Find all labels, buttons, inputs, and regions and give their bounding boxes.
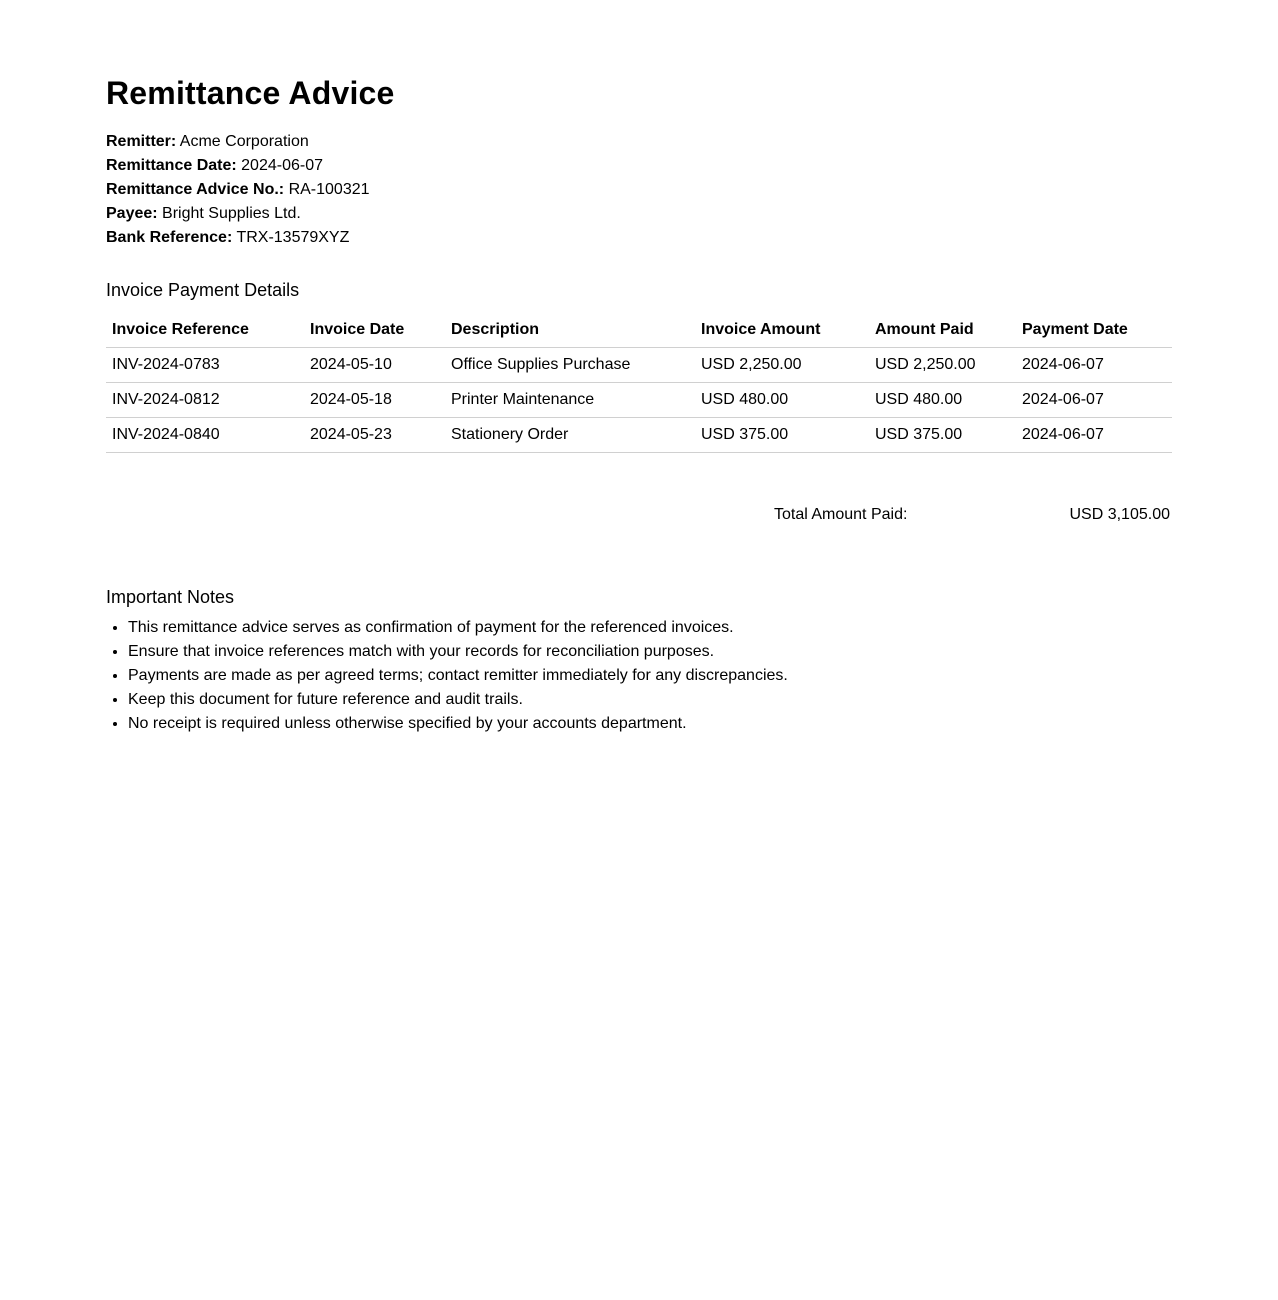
cell-invoice-date: 2024-05-23 (304, 418, 445, 453)
list-item: • No receipt is required unless otherwise specified by your accounts department. (128, 712, 788, 736)
meta-value: 2024-06-07 (241, 157, 323, 174)
cell-invoice-amount: USD 480.00 (695, 383, 869, 418)
cell-invoice-reference: INV-2024-0840 (106, 418, 304, 453)
column-header-invoice-reference: Invoice Reference (106, 312, 304, 348)
important-notes-heading: Important Notes (106, 587, 235, 607)
list-item: • Payments are made as per agreed terms; contact remitter immediately for any discrepancies. (128, 664, 788, 688)
table-row (106, 418, 1172, 453)
cell-invoice-date: 2024-05-10 (304, 348, 445, 383)
column-header-payment-date: Payment Date (1016, 312, 1172, 348)
total-label: Total Amount Paid: (774, 506, 908, 523)
cell-description: Stationery Order (445, 418, 695, 453)
cell-payment-date: 2024-06-07 (1016, 383, 1172, 418)
cell-invoice-reference: INV-2024-0812 (106, 383, 304, 418)
important-notes-list (106, 616, 788, 736)
meta-payee (106, 202, 370, 226)
meta-label: Remittance Date: (106, 157, 237, 174)
cell-description: Office Supplies Purchase (445, 348, 695, 383)
cell-description: Printer Maintenance (445, 383, 695, 418)
table-header-row (106, 312, 1172, 348)
cell-payment-date: 2024-06-07 (1016, 418, 1172, 453)
invoice-details-heading: Invoice Payment Details (106, 280, 300, 300)
meta-value: Acme Corporation (179, 133, 309, 150)
list-item: • This remittance advice serves as confirmation of payment for the referenced invoices. (128, 616, 788, 640)
cell-invoice-amount: USD 375.00 (695, 418, 869, 453)
meta-value: RA-100321 (288, 181, 370, 198)
meta-value: TRX-13579XYZ (236, 229, 350, 246)
cell-amount-paid: USD 375.00 (869, 418, 1016, 453)
cell-amount-paid: USD 2,250.00 (869, 348, 1016, 383)
cell-invoice-reference: INV-2024-0783 (106, 348, 304, 383)
column-header-amount-paid: Amount Paid (869, 312, 1016, 348)
page-title: Remittance Advice (106, 75, 395, 111)
total-value: USD 3,105.00 (1069, 506, 1170, 523)
cell-invoice-amount: USD 2,250.00 (695, 348, 869, 383)
cell-amount-paid: USD 480.00 (869, 383, 1016, 418)
meta-remittance-date (106, 154, 370, 178)
column-header-invoice-amount: Invoice Amount (695, 312, 869, 348)
remittance-meta (106, 130, 370, 250)
column-header-description: Description (445, 312, 695, 348)
invoice-payment-table (106, 312, 1172, 453)
list-item: • Keep this document for future reference and audit trails. (128, 688, 788, 712)
meta-value: Bright Supplies Ltd. (162, 205, 301, 222)
meta-label: Bank Reference: (106, 229, 233, 246)
meta-remitter (106, 130, 370, 154)
cell-payment-date: 2024-06-07 (1016, 348, 1172, 383)
table-row (106, 348, 1172, 383)
cell-invoice-date: 2024-05-18 (304, 383, 445, 418)
meta-bank-reference (106, 226, 370, 250)
meta-label: Remitter: (106, 133, 177, 150)
list-item: • Ensure that invoice references match with your records for reconciliation purposes. (128, 640, 788, 664)
meta-label: Payee: (106, 205, 158, 222)
meta-advice-number (106, 178, 370, 202)
table-row (106, 383, 1172, 418)
column-header-invoice-date: Invoice Date (304, 312, 445, 348)
meta-label: Remittance Advice No.: (106, 181, 285, 198)
